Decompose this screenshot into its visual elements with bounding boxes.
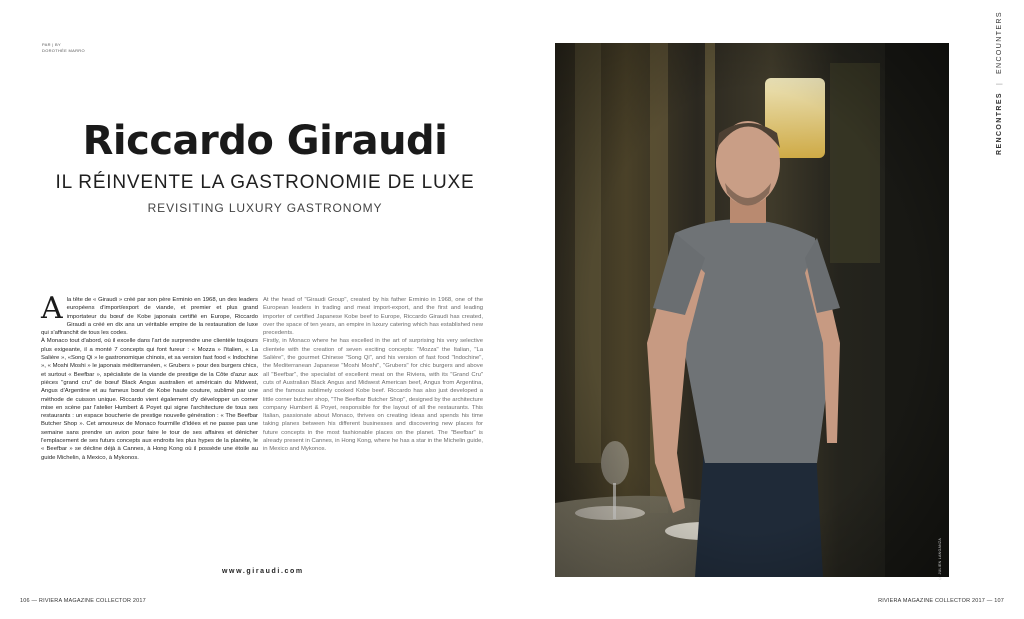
body-english-paragraph-1: At the head of "Giraudi Group", created by his father Erminio in 1968, one of the European leaders in trading and meat import-export, and the first and leading importer of certified Japanese Kobe beef to Europe, Riccardo Giraudi has created, over the space of ten years, an empire in luxury catering which has established new precedents. [263, 297, 483, 337]
section-label-fr: RENCONTRES [996, 91, 1003, 155]
portrait-illustration [555, 43, 949, 577]
credit-line-2: DOROTHÉE MARRO [42, 48, 85, 53]
section-label-en: ENCOUNTERS [996, 11, 1003, 75]
subtitle-english: REVISITING LUXURY GASTRONOMY [147, 201, 383, 215]
drop-cap: A [41, 291, 63, 326]
body-english-paragraph-2: Firstly, in Monaco where he has excelled in the art of surprising his very selective clientele with the creation of seven exciting concepts: "Mozza" the Italian, "La Salière", the gourmet Chinese "Song Qi", and his version of fast food "Indochine", the Mediterranean Japanese "Moshi Moshi", "Grubers" for chic burgers and above all "Beefbar", the specialist of excellent meat on the Riviera, with its "Grand Cru" cuts of Australian Black Angus and Midwest American beef, Angus from Argentina, and the famous sublimely cooked Kobe beef. Riccardo has also just developed a little corner butcher shop, "The Beefbar Butcher Shop", designed by the architecture company Humbert & Poyet, responsible for the layout of all the restaurants. This Italian, passionate about Monaco, thrives on creating ideas and spends his time taking planes between his different businesses and discovering new places for future concepts in the most fashionable places on the planet. The "Beefbar" is already present in Cannes, in Hong Kong, where he has a star in the Michelin guide, in Mexico and Mykonos. [263, 338, 483, 453]
body-column-french [41, 291, 258, 462]
page-folio-right: RIVIERA MAGAZINE COLLECTOR 2017 — 107 [878, 598, 1004, 604]
website-link[interactable]: www.giraudi.com [222, 568, 304, 575]
portrait-photo [555, 43, 949, 577]
body-column-english [263, 296, 483, 454]
section-label [996, 11, 1003, 155]
photo-credit: © JULIEN LANGANZA [938, 538, 942, 580]
page-folio-left: 106 — RIVIERA MAGAZINE COLLECTOR 2017 [20, 598, 146, 604]
body-french-paragraph-2: À Monaco tout d'abord, où il excelle dans l'art de surprendre une clientèle toujours plus exigeante, il a monté 7 concepts qui font fureur : « Mozza » l'italien, « La Salière », «Song Qi » le gastronomique chinois, et sa version fast food « Indochine », « Moshi Moshi » le japonais méditerranéen, « Grubers » pour des burgers chics, et surtout « Beefbar », spécialiste de la viande de prestige de la Côte d'azur aux pièces "grand cru" de bœuf Black Angus australien et américain du Midwest, Angus d'Argentine et au fameux bœuf de Kobe haute couture, sublimé par une méthode de cuisson unique. Riccardo vient également d'y développer un corner mise en scène par l'atelier Humbert & Poyet qui signe l'architecture de tous ses restaurants : un espace boucherie de prestige nouvelle génération : « The Beefbar Butcher Shop ». Cet amoureux de Monaco fourmille d'idées et ne passe pas une semaine sans prendre un avion pour faire le tour de ses affaires et dénicher l'emplacement de ses futurs concepts aux endroits les plus hypes de la planète, le « Beefbar » se décline déjà à Cannes, à Hong Kong où il possède une étoile au guide Michelin, à Mexico, à Mykonos. [41, 338, 258, 461]
credit-line-1: PAR | BY [42, 42, 61, 47]
article-title: Riccardo Giraudi [82, 118, 448, 164]
author-credit [42, 42, 85, 54]
body-french-paragraph-1: la tête de « Giraudi » créé par son père Erminio en 1968, un des leaders européens d'import/export de viande, et premier et plus grand importateur du bœuf de Kobe japonais certifié en Europe, Riccardo Giraudi a créé en dix ans un véritable empire de la restauration de luxe qui s'affranchit de tous les codes. [41, 297, 258, 337]
subtitle-french: IL RÉINVENTE LA GASTRONOMIE DE LUXE [55, 172, 475, 193]
section-label-separator: | [996, 81, 1003, 85]
